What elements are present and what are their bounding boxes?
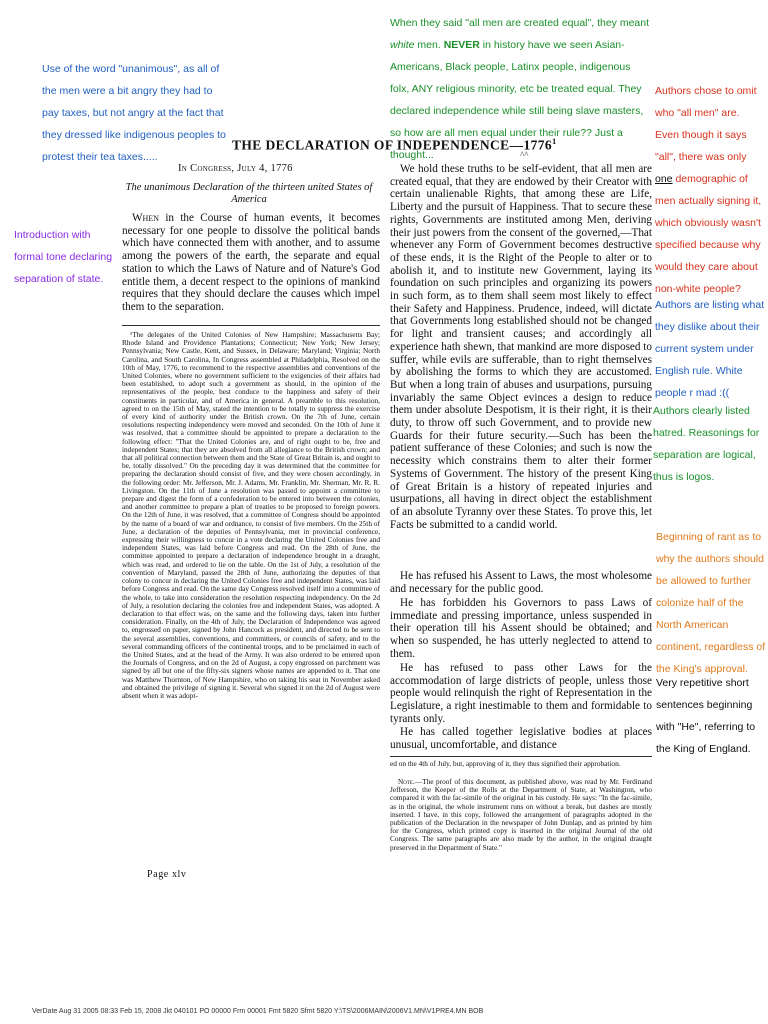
grievance-1: He has refused his Assent to Laws, the most wholesome and necessary for the public good. (390, 570, 652, 595)
footnote-left: ¹The delegates of the United Colonies of New Hampshire; Massachusetts Bay; Rhode Island and Providence Plantations; Connecticut; New York; New Jersey; Pennsylvania; New Castle, Kent, and Sussex, in Delaware; Maryland; Virginia; North Carolina, and South Carolina, In Congress assembled at Philadelphia, Resolved on the 10th of May, 1776, to recommend to the respective assemblies and conventions of the United Colonies, where no government sufficient to the exigencies of their affairs had been established, to adopt such a government as should, in the opinion of the representatives of the people, best conduce to the happiness and safety of their constituents in particular, and of America in general. A preamble to this resolution, agreed to on the 15th of May, stated the intention to be totally to suppress the exercise of every kind of authority under the British crown. On the 7th of June, certain resolutions respecting independency were moved and seconded. On the 10th of June it was resolved, that a committee should be appointed to prepare a declaration to the following effect: "That the United Colonies are, and of right ought to be, free and independent States; that they are absolved from all allegiance to the British crown; and that all political connection between them and the State of Great Britain is, and ought to be, totally dissolved." On the preceding day it was determined that the committee for preparing the declaration should consist of five, and they were chosen accordingly, in the following order: Mr. Jefferson, Mr. J. Adams, Mr. Franklin, Mr. Sherman, Mr. R. R. Livingston. On the 11th of June a resolution was passed to appoint a committee to prepare and digest the form of a confederation to be entered into between the colonies, and another committee to prepare a plan of treaties to be proposed to foreign powers. On the 12th of June, it was resolved, that a committee of Congress should be appointed by the name of a board of war and ordnance, to consist of five members. On the 25th of June, a declaration of the deputies of Pennsylvania, met in provincial conference, expressing their willingness to concur in a vote declaring the United Colonies free and independent States, was laid before Congress and read. On the 28th of June, the committee appointed to prepare a declaration of independence brought in a draught, which was read, and ordered to lie on the table. On the 1st of July, a resolution of the convention of Maryland, passed the 28th of June, authorizing the deputies of that colony to concur in declaring the United Colonies free and independent States, was laid before Congress and read. On the same day Congress resolved itself into a committee of the whole, to take into consideration the resolution respecting independency. On the 2d of July, a resolution declaring the colonies free and independent States, was adopted. A declaration to that effect was, on the same and the following days, taken into further consideration. Finally, on the 4th of July, the Declaration of Independence was agreed to, engrossed on paper, signed by John Hancock as president, and directed to be sent to the several assemblies, conventions, and committees, or councils of safety, and to the several commanding officers of the continental troops, and to be proclaimed in each of the United States, and at the head of the Army. It was also ordered to be entered upon the Journals of Congress, and on the 2d of August, a copy engrossed on parchment was signed by all but one of the fifty-six signers whose names are appended to it. That one was Matthew Thornton, of New Hampshire, who on taking his seat in November asked and obtained the privilege of signing it. Several who signed it on the 2d of August were absent when it was adopt- (122, 330, 380, 700)
annotation-one-emphasis: one (655, 173, 673, 185)
annotation-unanimous: Use of the word "unanimous", as all of the men were a bit angry they had to pay taxes, but not angry at the fact that they dressed like indigenous peoples to protest their tea taxes..... (42, 63, 226, 163)
congress-date: In Congress, July 4, 1776 (178, 163, 293, 174)
grievance-2: He has forbidden his Governors to pass Laws of immediate and pressing importance, unless suspended in their operation till his Assent should be obtained; and when so suspended, he has utterly neglected to attend to them. (390, 597, 652, 660)
title-footnote-marker: 1 (552, 137, 557, 146)
grievance-4: He has called together legislative bodies at places unusual, uncomfortable, and distance (390, 726, 652, 751)
column-rule-right (390, 756, 652, 757)
annotation-omit-all-men: Authors chose to omit who "all men" are. Even though it says "all", there was only one demographic of men actually signing it, which obviously wasn't specified because why would they care about non-white people? (655, 85, 762, 295)
annotation-rant: Beginning of rant as to why the authors should be allowed to further colonize half of the North American continent, regardless of the King's approval. (656, 531, 766, 675)
grievance-3: He has refused to pass other Laws for the accommodation of large districts of people, unless those people would relinquish the right of Representation in the Legislature, a right inestimable to them and formidable to tyrants only. (390, 662, 652, 725)
annotation-carets: ^^ (520, 150, 529, 160)
preamble-paragraph: We hold these truths to be self-evident, that all men are created equal, that they are endowed by their Creator with certain unalienable Rights, that among these are Life, Liberty and the pursuit of Happiness. That to secure these rights, Governments are instituted among Men, deriving their just powers from the consent of the governed,—That whenever any Form of Government becomes destructive of these ends, it is the Right of the People to alter or to abolish it, and to institute new Government, laying its foundation on such principles and organizing its powers in such form, as to them shall seem most likely to effect their Safety and Happiness. Prudence, indeed, will dictate that Governments long established should not be changed for light and transient causes; and accordingly all experience hath shewn, that mankind are more disposed to suffer, while evils are sufferable, than to right themselves by abolishing the forms to which they are accustomed. But when a long train of abuses and usurpations, pursuing invariably the same Object evinces a design to reduce them under absolute Despotism, it is their right, it is their duty, to throw off such Government, and to provide new Guards for their future security.—Such has been the patient sufferance of these Colonies; and such is now the necessity which constrains them to alter their former Systems of Government. The history of the present King of Great Britain is a history of repeated injuries and usurpations, all having in direct object the establishment of an absolute Tyranny over these States. To prove this, let Facts be submitted to a candid world. (390, 163, 652, 531)
annotation-all-men-equal: When they said "all men are created equal", they meant white men. NEVER in history have we seen Asian-Americans, Black people, Latinx people, indigenous folx, ANY religious minority, etc be treated equal. They declared independence while still being slave masters, so how are all men equal under their rule?? Just a thought... (390, 17, 650, 161)
annotation-listing-dislikes: Authors are listing what they dislike about their current system under English rule. White people r mad :(( (655, 299, 765, 399)
annotation-white-emphasis: white (390, 39, 415, 51)
annotation-never-emphasis: NEVER (443, 39, 480, 51)
footnote-right-1: ed on the 4th of July, but, approving of it, they thus signified their approbation. (390, 759, 621, 768)
annotation-repetitive: Very repetitive short sentences beginning with "He", referring to the King of England. (656, 677, 756, 755)
footnote-right-note: Note.—The proof of this document, as published above, was read by Mr. Ferdinand Jefferson, the Keeper of the Rolls at the Department of State, at Washington, who compared it with the fac-simile of the original in his custody. He says: "In the fac-simile, as in the original, the whole instrument runs on without a break, but dashes are mostly inserted. I have, in this copy, followed the arrangement of paragraphs adopted in the publication of the Declaration in the newspaper of John Dunlap, and as printed by him for the Congress, which printed copy is inserted in the original Journal of the old Congress. The same paragraphs are also made by the author, in the original draught preserved in the Department of State." (390, 777, 652, 852)
annotation-logos: Authors clearly listed hatred. Reasonings for separation are logical, thus is logos. (653, 405, 760, 483)
print-footer: VerDate Aug 31 2005 08:33 Feb 15, 2008 Jkt 040101 PO 00000 Frm 00001 Fmt 5820 Sfmt 5820 Y:\TS\2006MAIN\2006V1.MN\V1PRE4.MN BOB (32, 1008, 484, 1015)
page-title: THE DECLARATION OF INDEPENDENCE—1776$^1$ (232, 137, 557, 153)
subtitle: The unanimous Declaration of the thirteen united States of America (125, 182, 373, 205)
column-rule (122, 325, 380, 326)
page-number: Page xlv (147, 869, 187, 880)
intro-paragraph: When in the Course of human events, it becomes necessary for one people to dissolve the political bands which have connected them with another, and to assume among the powers of the earth, the separate and equal station to which the Laws of Nature and of Nature's God entitle them, a decent respect to the opinions of mankind requires that they should declare the causes which impel them to the separation. (122, 212, 380, 313)
annotation-introduction: Introduction with formal tone declaring separation of state. (14, 229, 113, 285)
